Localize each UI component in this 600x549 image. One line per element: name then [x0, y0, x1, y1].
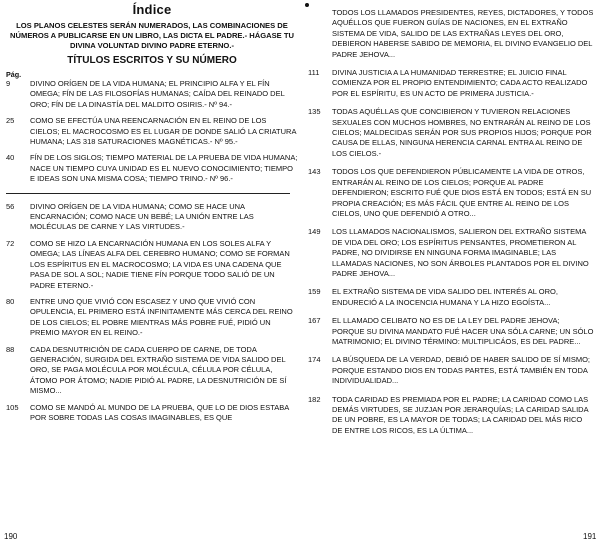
entry-title: EL EXTRAÑO SISTEMA DE VIDA SALIDO DEL INTERÉS AL ORO, ENDURECIÓ A LA INOCENCIA HUMANA Y LA HIZO EGOÍSTA...	[332, 287, 558, 307]
index-entry	[6, 239, 298, 291]
index-entry	[308, 355, 594, 386]
entry-title: DIVINO ORÍGEN DE LA VIDA HUMANA; EL PRINCIPIO ALFA Y EL FÍN OMEGA; FÍN DE LAS FILOSOFÍAS HUMANAS; CAÍDA DEL REINADO DEL ORO; FÍN DE LA DINASTÍA DEL MALDITO OSIRIS.- Nº 94.-	[30, 79, 285, 109]
page-number-right: 191	[583, 532, 597, 541]
entry-page-number: 9	[6, 79, 11, 88]
index-entry	[6, 345, 298, 397]
index-entry	[308, 316, 594, 347]
index-entry	[308, 68, 594, 99]
entry-group-2	[6, 202, 298, 424]
entry-title: LOS LLAMADOS NACIONALISMOS, SALIERON DEL EXTRAÑO SISTEMA DE VIDA DEL ORO; LOS ESPÍRITUS PENSANTES, PROMETIERON AL PADRE, NO DIVIDIRSE EN NINGUNA FORMA IMAGINABLE; LAS LLAMADAS NACIONES, NO SON ÁRBOLES PLANTADOS POR EL DIVINO PADRE JEHOVA...	[332, 227, 589, 278]
entry-title: CADA DESNUTRICIÓN DE CADA CUERPO DE CARNE, DE TODA GENERACIÓN, SURGIDA DEL EXTRAÑO SISTEMA DE VIDA SALIDO DEL ORO, SE PAGA MOLÉCULA POR MOLÉCULA, CÉLULA POR CÉLULA, ÁTOMO POR ÁTOMO; NADIE PIDIÓ AL PADRE, LA DESNUTRICIÓN DE SÍ MISMO...	[30, 344, 287, 396]
index-entry	[308, 167, 594, 219]
entry-title: TODA CARIDAD ES PREMIADA POR EL PADRE; LA CARIDAD COMO LAS DEMÁS VIRTUDES, SE JUZJAN POR JERARQUÍAS; LA CARIDAD SALIDA DE UN POBRE, ES LA MAYOR DE TODAS; LA CARIDAD DEL MÁS RICO DE ENTRE LOS RICOS, ES LA ÚLTIMA...	[332, 394, 589, 435]
entry-title: COMO SE EFECTÚA UNA REENCARNACIÓN EN EL REINO DE LOS CIELOS; EL MACROCOSMO ES EL LUGAR DE DONDE SALIÓ LA CRIATURA HUMANA; LAS 318 SATURACIONES MAGNÉTICAS.- Nº 95.-	[30, 116, 297, 147]
entry-page-number: 111	[308, 68, 320, 78]
entry-page-number: 80	[6, 296, 15, 306]
index-entry	[6, 153, 298, 184]
entry-title: DIVINA JUSTICIA A LA HUMANIDAD TERRESTRE; EL JUICIO FINAL COMIENZA POR EL PROPIO ENTENDIMIENTO; CADA ACTO REALIZADO POR EL ESPÍRITU, ES UN ACTO DE PRIMERA JUSTICIA.-	[332, 68, 588, 98]
entry-page-number: 174	[308, 355, 321, 365]
entry-page-number-empty	[308, 8, 332, 60]
entry-page-number: 167	[308, 316, 321, 326]
entry-title: TODAS AQUÉLLAS QUE CONCIBIERON Y TUVIERON RELACIONES SEXUALES CON MUCHOS HOMBRES, NO ENTRARÁN AL REINO DE LOS CIELOS; MALDECIDAS SERÁN POR SUS PROPIOS HIJOS; PORQUE POR CAUSA DE ELLAS, NINGUNA HERENCIA CARNAL ENTRA AL REINO DE LOS CIELOS.-	[332, 107, 592, 158]
left-page	[6, 0, 298, 423]
entry-title: COMO SE HIZO LA ENCARNACIÓN HUMANA EN LOS SOLES ALFA Y OMEGA; LAS LÍNEAS ALFA DEL CEREBRO HUMANO; COMO SE FORMAN LOS ESPÍRITUS EN EL MACROCOSMO; LA VIDA ES UNA CADENA QUE PASA DE SOL A SOL; NADIE TIENE FÍN PORQUE TODO SALIÓ DE UN PADRE ETERNO.-	[30, 238, 290, 290]
right-page	[308, 0, 594, 436]
index-entry	[6, 79, 298, 110]
entry-title: LA BÚSQUEDA DE LA VERDAD, DEBIÓ DE HABER SALIDO DE SÍ MISMO; PORQUE ESTANDO DIOS EN TODAS PARTES, ESTÁ TAMBIÉN EN TODA INDIVIDUALIDAD...	[332, 355, 590, 386]
entry-title: TODOS LOS LLAMADOS PRESIDENTES, REYES, DICTADORES, Y TODOS AQUÉLLOS QUE FUERON GUÍAS DE NACIONES, EN EL EXTRAÑO SISTEMA DE VIDA, SALIDO DE LAS EXTRAÑAS LEYES DEL ORO, DEBIERON HABERSE SABIDO DE MEMORIA, EL DIVINO EVANGELIO DEL PADRE JEHOVA...	[332, 8, 594, 59]
entry-group-1	[6, 79, 298, 185]
entry-title: EL LLAMADO CELIBATO NO ES DE LA LEY DEL PADRE JEHOVA; PORQUE SU DIVINA MANDATO FUÉ HACER UNA SÓLA CARNE; UN SÓLO MATRIMONIO; EL DIVINO TÉRMINO: MULTIPLICÁOS, ES DEL PADRE...	[332, 316, 594, 346]
entry-page-number: 40	[6, 153, 15, 163]
entry-page-number: 25	[6, 116, 15, 126]
page-number-left: 190	[4, 532, 18, 541]
index-entry	[6, 297, 298, 339]
index-entry	[308, 287, 594, 308]
index-subtitle: TÍTULOS ESCRITOS Y SU NÚMERO	[67, 55, 237, 66]
index-entry	[6, 116, 298, 147]
entry-title: DIVINO ORÍGEN DE LA VIDA HUMANA; COMO SE HACE UNA ENCARNACIÓN; COMO NACE UN BEBÉ; LA UNIÓN ENTRE LAS MOLÉCULAS DE CARNE Y LAS VIRTUDES.-	[30, 201, 254, 232]
entry-title: TODOS LOS QUE DEFENDIERON PÚBLICAMENTE LA VIDA DE OTROS, ENTRARÁN AL REINO DE LOS CIELOS; PORQUE AL PADRE DEFENDIERON; ESCRITO FUÉ QUE DIOS ESTÁ EN TODOS; ESTÁ EN SU PROPIA CREACIÓN; ES MÁS FÁCIL QUE ENTRE AL REINO DE LOS CIELOS, UNO QUE DEFENDIÓ A OTRO...	[332, 167, 592, 218]
page-column-label: Pág.	[6, 70, 22, 79]
index-entry	[308, 395, 594, 437]
entry-page-number: 56	[6, 201, 15, 211]
entry-page-number: 105	[6, 402, 19, 412]
entry-page-number: 72	[6, 238, 15, 248]
section-divider	[6, 193, 290, 194]
entry-title: COMO SE MANDÓ AL MUNDO DE LA PRUEBA, QUE LO DE DIOS ESTABA POR SOBRE TODAS LAS COSAS IMAGINABLES, ES QUE	[30, 402, 289, 422]
entry-page-number: 182	[308, 394, 321, 404]
entry-page-number: 135	[308, 107, 321, 117]
index-entry	[308, 107, 594, 159]
entry-page-number: 88	[6, 344, 15, 354]
index-title: Índice	[132, 2, 172, 17]
entry-page-number: 159	[308, 287, 321, 297]
index-entry	[308, 227, 594, 279]
entry-title: ENTRE UNO QUE VIVIÓ CON ESCASEZ Y UNO QUE VIVIÓ CON OPULENCIA, EL PRIMERO ESTÁ INFINITAMENTE MÁS CERCA DEL REINO DE LOS CIELOS; EL POBRE MIENTRAS MÁS POBRE FUÉ, PIDIÓ UN PREMIO MAYOR EN EL REINO.-	[30, 296, 293, 338]
entry-page-number: 149	[308, 227, 321, 237]
index-entry	[6, 202, 298, 233]
index-entry	[6, 403, 298, 424]
index-intro: LOS PLANOS CELESTES SERÁN NUMERADOS, LAS COMBINACIONES DE NÚMEROS A PUBLICARSE EN UN LIBRO, LAS DICTA EL PADRE.- HÁGASE TU DIVINA VOLUNTAD DIVINO PADRE ETERNO.-	[10, 21, 294, 50]
entry-title: FÍN DE LOS SIGLOS; TIEMPO MATERIAL DE LA PRUEBA DE VIDA HUMANA; NACE UN TIEMPO CUYA UNIDAD ES EL NUEVO CONOCIMIENTO; TIEMPO E IDEAS SON UNA MISMA COSA; TIEMPO TRINO.- Nº 96.-	[30, 153, 298, 184]
entry-page-number: 143	[308, 167, 321, 177]
index-entry-continuation	[308, 8, 594, 60]
